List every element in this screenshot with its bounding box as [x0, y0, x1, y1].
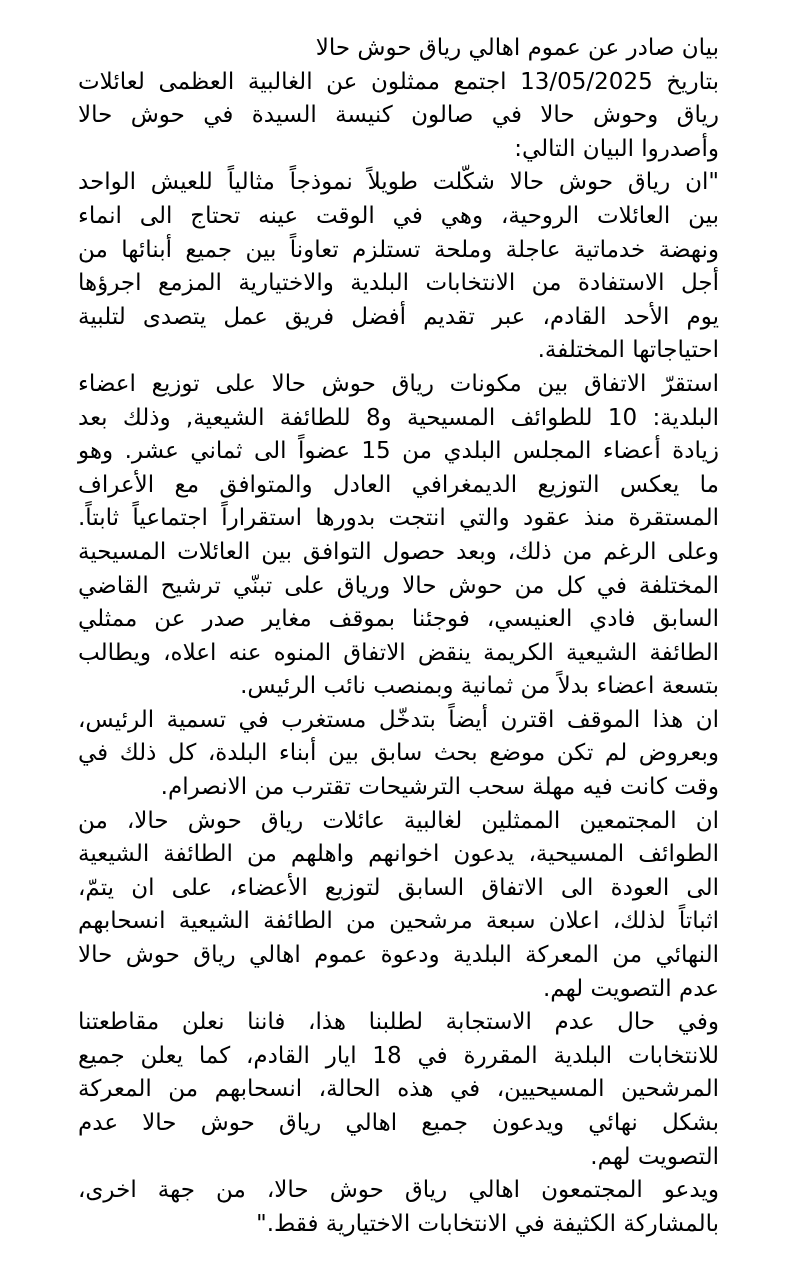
text-line: بشكل نهائي ويدعون جميع اهالي رياق حوش حالا عدم	[78, 1110, 719, 1136]
text-line: السابق فادي العنيسي، فوجئنا بموقف مغاير صدر عن ممثلي	[78, 606, 719, 633]
text-line: ونهضة خدماتية عاجلة وملحة تستلزم تعاوناً بين جميع أبنائها من	[78, 236, 719, 263]
text-line: احتياجاتها المختلفة.	[537, 337, 719, 364]
text-line: الطوائف المسيحية، يدعون اخوانهم واهلهم من الطائفة الشيعية	[78, 841, 719, 868]
text-line: وفي حال عدم الاستجابة لطلبنا هذا، فاننا نعلن مقاطعتنا	[78, 1009, 719, 1036]
text-line: ما يعكس التوزيع الديمغرافي العادل والمتوافق مع الأعراف	[78, 471, 719, 498]
text-line: وعلى الرغم من ذلك، وبعد حصول التوافق بين العائلات المسيحية	[78, 538, 719, 565]
text-line: بتاريخ 13/05/2025 اجتمع ممثلون عن الغالبية العظمى لعائلات	[78, 68, 719, 95]
text-line: التصويت لهم.	[590, 1143, 719, 1170]
text-line: يوم الأحد القادم، عبر تقديم أفضل فريق عمل يتصدى لتلبية	[78, 303, 719, 330]
text-line: "ان رياق حوش حالا شكّلت طويلاً نموذجاً مثالياً للعيش الواحد	[78, 169, 719, 196]
text-line: للانتخابات البلدية المقررة في 18 ايار القادم، كما يعلن جميع	[78, 1042, 719, 1069]
text-line: الطائفة الشيعية الكريمة ينقض الاتفاق المنوه عنه اعلاه، ويطالب	[78, 639, 719, 666]
text-line: وأصدروا البيان التالي:	[514, 135, 719, 162]
text-line: ان هذا الموقف اقترن أيضاً بتدخّل مستغرب في تسمية الرئيس،	[78, 706, 719, 733]
text-line: أجل الاستفادة من الانتخابات البلدية والاختيارية المزمع اجرؤها	[78, 270, 719, 297]
statement-title: بيان صادر عن عموم اهالي رياق حوش حالا	[315, 35, 719, 61]
text-line: المرشحين المسيحيين، في هذه الحالة، انسحابهم من المعركة	[78, 1076, 719, 1103]
text-line: رياق وحوش حالا في صالون كنيسة السيدة في حوش حالا	[78, 102, 719, 129]
text-line: وقت كانت فيه مهلة سحب الترشيحات تقترب من الانصرام.	[160, 774, 719, 801]
text-line: المختلفة في كل من حوش حالا ورياق على تبنّي ترشيح القاضي	[78, 572, 719, 599]
text-line: اثباتاً لذلك، اعلان سبعة مرشحين من الطائفة الشيعية انسحابهم	[78, 908, 719, 935]
text-line: وبعروض لم تكن موضع بحث سابق بين أبناء البلدة، كل ذلك في	[78, 740, 719, 767]
statement-text	[78, 32, 719, 1241]
text-line: بين العائلات الروحية، وهي في الوقت عينه تحتاج الى انماء	[78, 202, 719, 229]
text-line: النهائي من المعركة البلدية ودعوة عموم اهالي رياق حوش حالا	[78, 942, 719, 969]
text-line: عدم التصويت لهم.	[542, 975, 719, 1002]
text-line: المستقرة منذ عقود والتي انتجت بدورها استقراراً اجتماعياً ثابتاً.	[78, 505, 719, 532]
text-line: بالمشاركة الكثيفة في الانتخابات الاختيارية فقط."	[256, 1210, 719, 1237]
text-line: بتسعة اعضاء بدلاً من ثمانية وبمنصب نائب الرئيس.	[240, 673, 719, 700]
text-line: زيادة أعضاء المجلس البلدي من 15 عضواً الى ثماني عشر. وهو	[78, 438, 719, 465]
text-line: البلدية: 10 للطوائف المسيحية و8 للطائفة الشيعية, وذلك بعد	[78, 404, 719, 431]
text-line: الى العودة الى الاتفاق السابق لتوزيع الأعضاء، على ان يتمّ،	[78, 874, 719, 901]
text-line: استقرّ الاتفاق بين مكونات رياق حوش حالا على توزيع اعضاء	[78, 370, 719, 397]
text-line: ويدعو المجتمعون اهالي رياق حوش حالا، من جهة اخرى،	[78, 1177, 719, 1204]
text-line: ان المجتمعين الممثلين لغالبية عائلات رياق حوش حالا، من	[78, 807, 719, 834]
